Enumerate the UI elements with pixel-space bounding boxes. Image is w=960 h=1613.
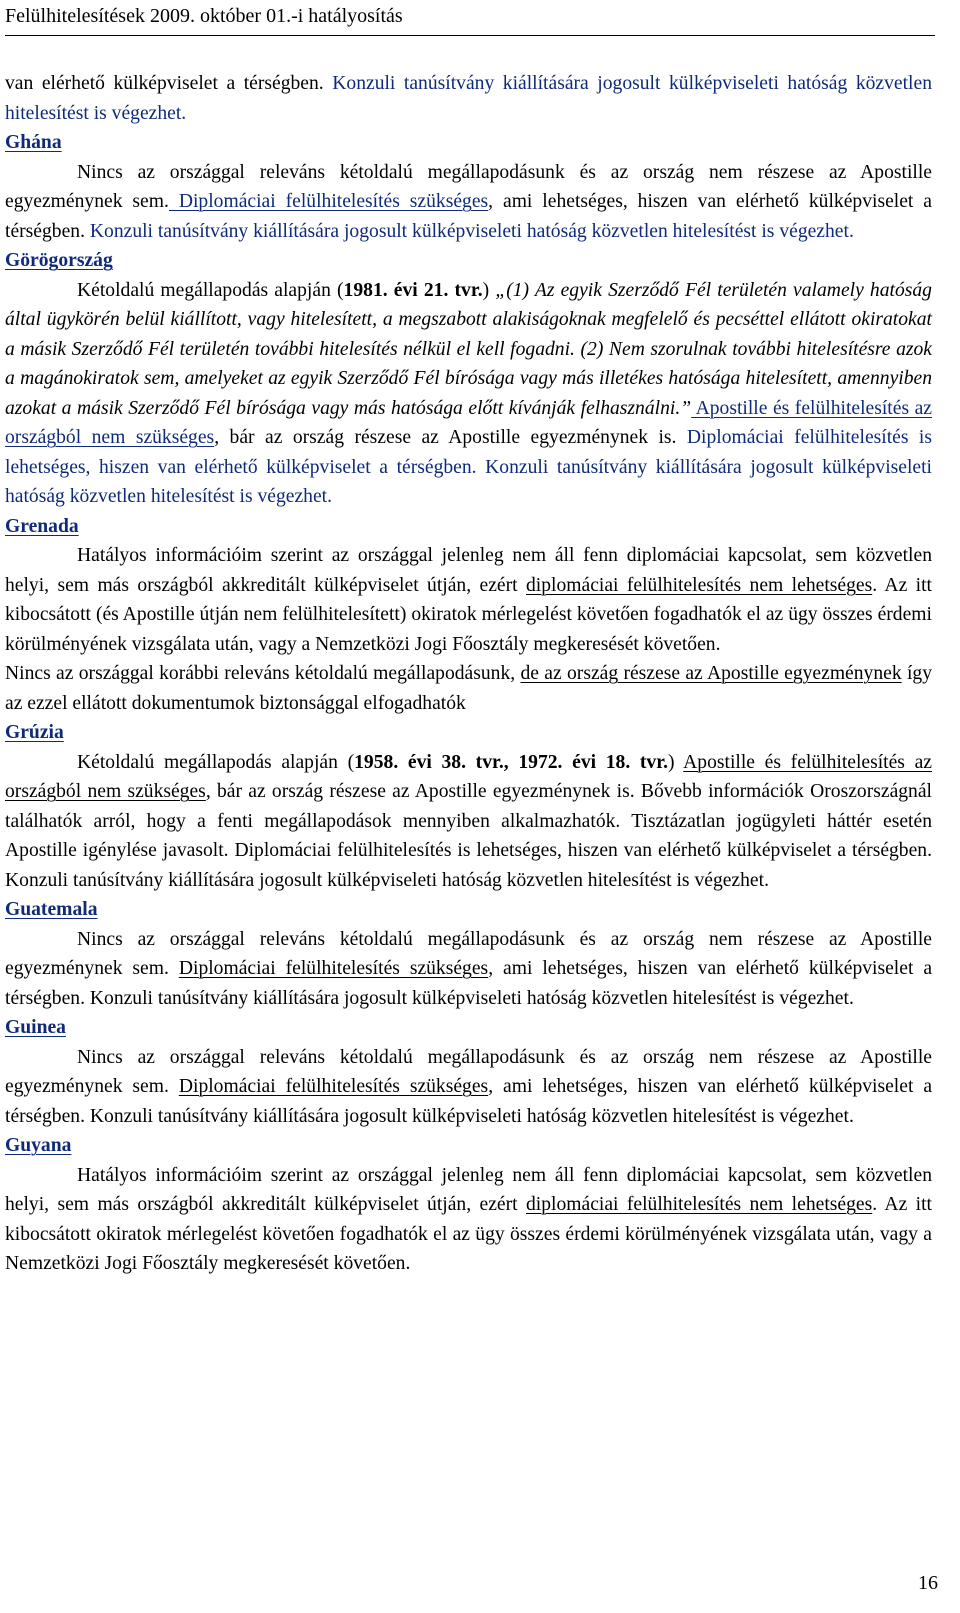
country-paragraph-guinea	[5, 1043, 932, 1132]
guyana-link-diplomatic[interactable]: diplomáciai felülhitelesítés nem lehetséges	[525, 1194, 873, 1215]
grenada-link-diplomatic[interactable]: diplomáciai felülhitelesítés nem lehetséges	[525, 574, 873, 596]
guinea-text-3: , ami lehetséges, hiszen van elérhető külképviselet a térségben. Konzuli tanúsítvány kiállítására jogosult külképviseleti hatóság közvetlen hitelesítést is végezhet.	[5, 1076, 933, 1127]
country-heading-guatemala	[5, 895, 932, 925]
guyana-text-1: Hatályos információim szerint az országgal jelenleg nem áll fenn diplomáciai kapcsolat, sem közvetlen helyi, sem más országból akkreditált külképviselet útján, ezért	[5, 1164, 932, 1215]
grenada-paragraph-2	[5, 659, 932, 718]
country-name: Grúzia	[5, 722, 64, 743]
country-name: Guyana	[5, 1135, 72, 1156]
greece-text-7: Diplomáciai felülhitelesítés is lehetséges, hiszen van elérhető külképviselet a térségben.	[5, 427, 932, 478]
guinea-link-diplomatic[interactable]: Diplomáciai felülhitelesítés szükséges	[178, 1076, 489, 1097]
country-name: Guatemala	[5, 899, 98, 920]
georgia-link-apostille[interactable]: Apostille és felülhitelesítés az országból nem szükséges	[5, 751, 932, 802]
grenada-link-apostille[interactable]: de az ország részese az Apostille egyezménynek	[520, 663, 902, 684]
country-heading-greece	[5, 246, 932, 276]
document-body	[5, 69, 932, 1279]
country-name: Görögország	[5, 250, 113, 271]
greece-text-8: Konzuli tanúsítvány kiállítására jogosult külképviseleti hatóság közvetlen hitelesítést is végezhet.	[5, 456, 932, 507]
intro-text-1: van elérhető külképviselet a térségben.	[5, 73, 333, 94]
greece-law-ref: 1981. évi 21. tvr.	[343, 279, 483, 301]
page-number: 16	[918, 1572, 938, 1594]
greece-quote: „(1) Az egyik Szerződő Fél területén valamely hatóság által ügykörén belül kiállított, vagy hitelesített, a megszabott alakiságoknak megfelelő és pecséttel ellátott okiratokat a másik Szerződő Fél területén további hitelesítés nélkül el kell fogadni. (2) Nem szorulnak további hitelesítésre azok a magánokiratok sem, amelyeket az egyik Szerződő Fél bírósága vagy más illetékes hatósága hitelesített, amennyiben azokat a másik Szerződő Fél bírósága vagy más hatósága előtt kívánják felhasználni.”	[5, 279, 932, 419]
grenada-text-1: Hatályos információim szerint az országgal jelenleg nem áll fenn diplomáciai kapcsolat, sem közvetlen helyi, sem más országból akkreditált külképviselet útján, ezért	[5, 545, 932, 596]
ghana-text-4: Konzuli tanúsítvány kiállítására jogosult külképviseleti hatóság közvetlen hitelesítést is végezhet.	[89, 220, 854, 242]
country-paragraph-greece	[5, 276, 932, 512]
country-name: Guinea	[5, 1017, 66, 1038]
country-heading-grenada	[5, 512, 932, 542]
georgia-text-1: Kétoldalú megállapodás alapján (	[77, 751, 355, 773]
greece-text-3: )	[482, 279, 496, 301]
country-paragraph-ghana	[5, 158, 932, 247]
greece-link-apostille[interactable]: Apostille és felülhitelesítés az országból nem szükséges	[5, 397, 932, 448]
guinea-text-1: Nincs az országgal releváns kétoldalú megállapodásunk és az ország nem részese az Apostille egyezménynek sem.	[5, 1046, 932, 1097]
grenada-text-4: Nincs az országgal korábbi releváns kétoldalú megállapodásunk,	[5, 663, 521, 684]
country-name: Grenada	[5, 515, 79, 537]
guatemala-text-3: , ami lehetséges, hiszen van elérhető külképviselet a térségben. Konzuli tanúsítvány kiállítására jogosult külképviseleti hatóság közvetlen hitelesítést is végezhet.	[5, 958, 933, 1009]
intro-paragraph	[5, 69, 932, 128]
country-name: Ghána	[5, 132, 62, 153]
country-paragraph-grenada	[5, 541, 932, 659]
grenada-text-6: így az ezzel ellátott dokumentumok biztonsággal elfogadhatók	[5, 663, 933, 714]
ghana-text-1: Nincs az országgal releváns kétoldalú megállapodásunk és az ország nem részese az Apostille egyezménynek sem.	[5, 161, 932, 212]
georgia-text-3: )	[668, 751, 684, 773]
guatemala-text-1: Nincs az országgal releváns kétoldalú megállapodásunk és az ország nem részese az Apostille egyezménynek sem.	[5, 928, 932, 979]
georgia-law-ref: 1958. évi 38. tvr., 1972. évi 18. tvr.	[354, 751, 669, 773]
country-paragraph-guyana	[5, 1161, 932, 1279]
page-header	[5, 2, 935, 36]
guatemala-link-diplomatic[interactable]: Diplomáciai felülhitelesítés szükséges	[178, 958, 489, 979]
ghana-text-3: , ami lehetséges, hiszen van elérhető külképviselet a térségben.	[5, 191, 932, 242]
country-heading-ghana	[5, 128, 932, 158]
greece-text-1: Kétoldalú megállapodás alapján (	[77, 279, 344, 301]
guyana-text-3: . Az itt kibocsátott okiratok mérlegelést követően fogadhatók el az ügy összes érdemi körülményének vizsgálata után, vagy a Nemzetközi Jogi Főosztály megkeresését követően.	[5, 1194, 932, 1274]
country-heading-georgia	[5, 718, 932, 748]
grenada-text-3: . Az itt kibocsátott (és Apostille útján nem felülhitelesített) okiratok mérlegelést követően fogadhatók el az ügy összes érdemi körülményének vizsgálata után, vagy a Nemzetközi Jogi Főosztály megkeresését követően.	[5, 574, 932, 655]
country-paragraph-guatemala	[5, 925, 932, 1014]
header-title: Felülhitelesítések 2009. október 01.-i hatályosítás	[5, 5, 403, 27]
greece-text-6: , bár az ország részese az Apostille egyezménynek is.	[214, 427, 687, 448]
country-paragraph-georgia	[5, 748, 932, 896]
georgia-text-5: , bár az ország részese az Apostille egyezménynek is. Bővebb információk Oroszországnál találhatók arról, hogy a fenti megállapodások mennyiben alkalmazhatók. Tisztázatlan jogügyleti háttér esetén Apostille igénylése javasolt. Diplomáciai felülhitelesítés is lehetséges, hiszen van elérhető külképviselet a térségben. Konzuli tanúsítvány kiállítására jogosult külképviseleti hatóság közvetlen hitelesítést is végezhet.	[5, 781, 932, 891]
country-heading-guyana	[5, 1131, 932, 1161]
intro-text-2: Konzuli tanúsítvány kiállítására jogosult külképviseleti hatóság közvetlen hitelesítést is végezhet.	[5, 73, 932, 124]
country-heading-guinea	[5, 1013, 932, 1043]
ghana-link-diplomatic[interactable]: Diplomáciai felülhitelesítés szükséges	[168, 191, 489, 212]
